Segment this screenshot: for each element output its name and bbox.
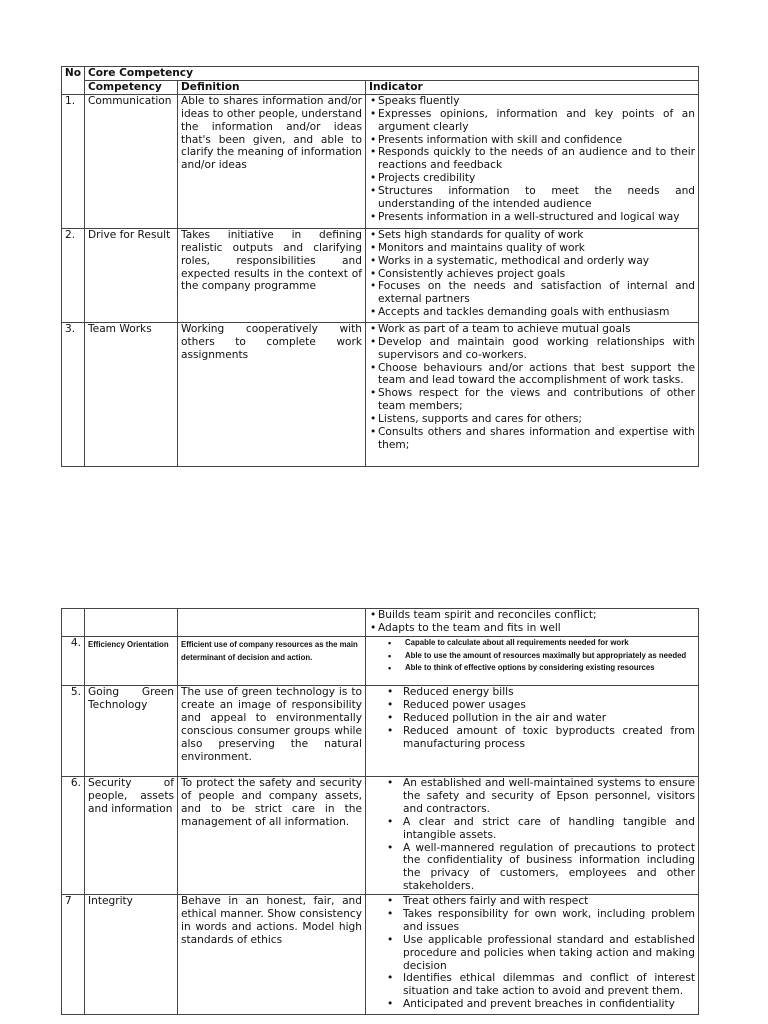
row-number: 4. — [62, 637, 85, 686]
header-no: No — [62, 67, 85, 95]
indicator-item: • Work as part of a team to achieve mutual goals — [369, 323, 695, 336]
indicator-item: • Anticipated and prevent breaches in confidentiality — [369, 998, 695, 1011]
header-indicator: Indicator — [366, 80, 699, 94]
indicator-cell — [366, 895, 699, 1015]
indicator-list — [369, 609, 695, 635]
row-number-empty — [62, 609, 85, 637]
table-row — [62, 94, 699, 228]
indicator-item: • Responds quickly to the needs of an audience and to their reactions and feedback — [369, 146, 695, 172]
table-row — [62, 322, 699, 466]
indicator-item: • Shows respect for the views and contributions of other team members; — [369, 387, 695, 413]
indicator-item: • Works in a systematic, methodical and orderly way — [369, 255, 695, 268]
competency-name-empty — [85, 609, 178, 637]
indicator-item: • Adapts to the team and fits in well — [369, 622, 695, 635]
indicator-cell — [366, 637, 699, 686]
indicator-item: • Able to use the amount of resources maximally but appropriately as needed — [369, 650, 695, 663]
table-header-row — [62, 67, 699, 81]
indicator-item: • Consistently achieves project goals — [369, 268, 695, 281]
indicator-list — [369, 323, 695, 452]
indicator-item: • Reduced energy bills — [369, 686, 695, 699]
indicator-item: • Expresses opinions, information and key points of an argument clearly — [369, 108, 695, 134]
table-row — [62, 637, 699, 686]
indicator-item: • Able to think of effective options by considering existing resources — [369, 662, 695, 675]
competency-definition-empty — [178, 609, 366, 637]
indicator-item: • Identifies ethical dilemmas and conflict of interest situation and take action to avoid and prevent them. — [369, 972, 695, 998]
indicator-item: • Consults others and shares information and expertise with them; — [369, 426, 695, 452]
row-number: 5. — [62, 686, 85, 777]
competency-table-1 — [61, 66, 699, 467]
indicator-list — [369, 95, 695, 224]
indicator-item: • Projects credibility — [369, 172, 695, 185]
indicator-item: • Use applicable professional standard and established procedure and policies when taking action and making decision — [369, 934, 695, 973]
competency-name: Security of people, assets and information — [85, 777, 178, 895]
indicator-item: • Monitors and maintains quality of work — [369, 242, 695, 255]
table-row-continued — [62, 609, 699, 637]
indicator-list — [369, 777, 695, 893]
indicator-item: • Builds team spirit and reconciles conflict; — [369, 609, 695, 622]
indicator-item: • Capable to calculate about all requirements needed for work — [369, 637, 695, 650]
indicator-item: • Presents information in a well-structured and logical way — [369, 211, 695, 224]
header-core-competency: Core Competency — [85, 67, 699, 81]
competency-definition: Takes initiative in defining realistic outputs and clarifying roles, responsibilities and expected results in the context of the company programme — [178, 228, 366, 322]
indicator-item: • Takes responsibility for own work, including problem and issues — [369, 908, 695, 934]
row-number: 6. — [62, 777, 85, 895]
competency-name: Drive for Result — [85, 228, 178, 322]
competency-name: Integrity — [85, 895, 178, 1015]
header-definition: Definition — [178, 80, 366, 94]
competency-definition: Efficient use of company resources as the main determinant of decision and action. — [178, 637, 366, 686]
indicator-list — [369, 229, 695, 319]
table-subheader-row — [62, 80, 699, 94]
indicator-item: • A well-mannered regulation of precautions to protect the confidentiality of business information including the privacy of customers, employees and other stakeholders. — [369, 842, 695, 894]
indicator-cell — [366, 322, 699, 466]
competency-definition: The use of green technology is to create an image of responsibility and appeal to environmentally conscious consumer groups while also preserving the natural environment. — [178, 686, 366, 777]
row-number: 7 — [62, 895, 85, 1015]
indicator-item: • Reduced pollution in the air and water — [369, 712, 695, 725]
indicator-cell — [366, 686, 699, 777]
indicator-item: • Treat others fairly and with respect — [369, 895, 695, 908]
competency-definition: Able to shares information and/or ideas to other people, understand the information and/or ideas that's been given, and able to clarify the meaning of information and/or ideas — [178, 94, 366, 228]
indicator-list — [369, 637, 695, 675]
indicator-list — [369, 686, 695, 751]
table-row — [62, 228, 699, 322]
indicator-item: • Reduced power usages — [369, 699, 695, 712]
indicator-cell — [366, 609, 699, 637]
row-number: 2. — [62, 228, 85, 322]
indicator-item: • Choose behaviours and/or actions that best support the team and lead toward the accomplishment of work tasks. — [369, 362, 695, 388]
indicator-item: • Structures information to meet the needs and understanding of the intended audience — [369, 185, 695, 211]
indicator-cell — [366, 94, 699, 228]
table-row — [62, 686, 699, 777]
competency-definition: Behave in an honest, fair, and ethical manner. Show consistency in words and actions. Model high standards of ethics — [178, 895, 366, 1015]
row-number: 3. — [62, 322, 85, 466]
indicator-item: • Presents information with skill and confidence — [369, 134, 695, 147]
indicator-item: • Accepts and tackles demanding goals with enthusiasm — [369, 306, 695, 319]
indicator-item: • Sets high standards for quality of work — [369, 229, 695, 242]
table-row — [62, 777, 699, 895]
indicator-item: • Reduced amount of toxic byproducts created from manufacturing process — [369, 725, 695, 751]
indicator-item: • Focuses on the needs and satisfaction of internal and external partners — [369, 280, 695, 306]
indicator-cell — [366, 777, 699, 895]
competency-name: Efficiency Orientation — [85, 637, 178, 686]
indicator-cell — [366, 228, 699, 322]
competency-name: Going Green Technology — [85, 686, 178, 777]
indicator-list — [369, 895, 695, 1011]
competency-name: Team Works — [85, 322, 178, 466]
indicator-item: • Speaks fluently — [369, 95, 695, 108]
header-competency: Competency — [85, 80, 178, 94]
table-row — [62, 895, 699, 1015]
competency-table-2 — [61, 608, 699, 1015]
competency-name: Communication — [85, 94, 178, 228]
indicator-item: • An established and well-maintained systems to ensure the safety and security of Epson personnel, visitors and contractors. — [369, 777, 695, 816]
competency-definition: Working cooperatively with others to complete work assignments — [178, 322, 366, 466]
indicator-item: • A clear and strict care of handling tangible and intangible assets. — [369, 816, 695, 842]
indicator-item: • Listens, supports and cares for others; — [369, 413, 695, 426]
competency-definition: To protect the safety and security of people and company assets, and to be strict care in the management of all information. — [178, 777, 366, 895]
row-number: 1. — [62, 94, 85, 228]
indicator-item: • Develop and maintain good working relationships with supervisors and co-workers. — [369, 336, 695, 362]
